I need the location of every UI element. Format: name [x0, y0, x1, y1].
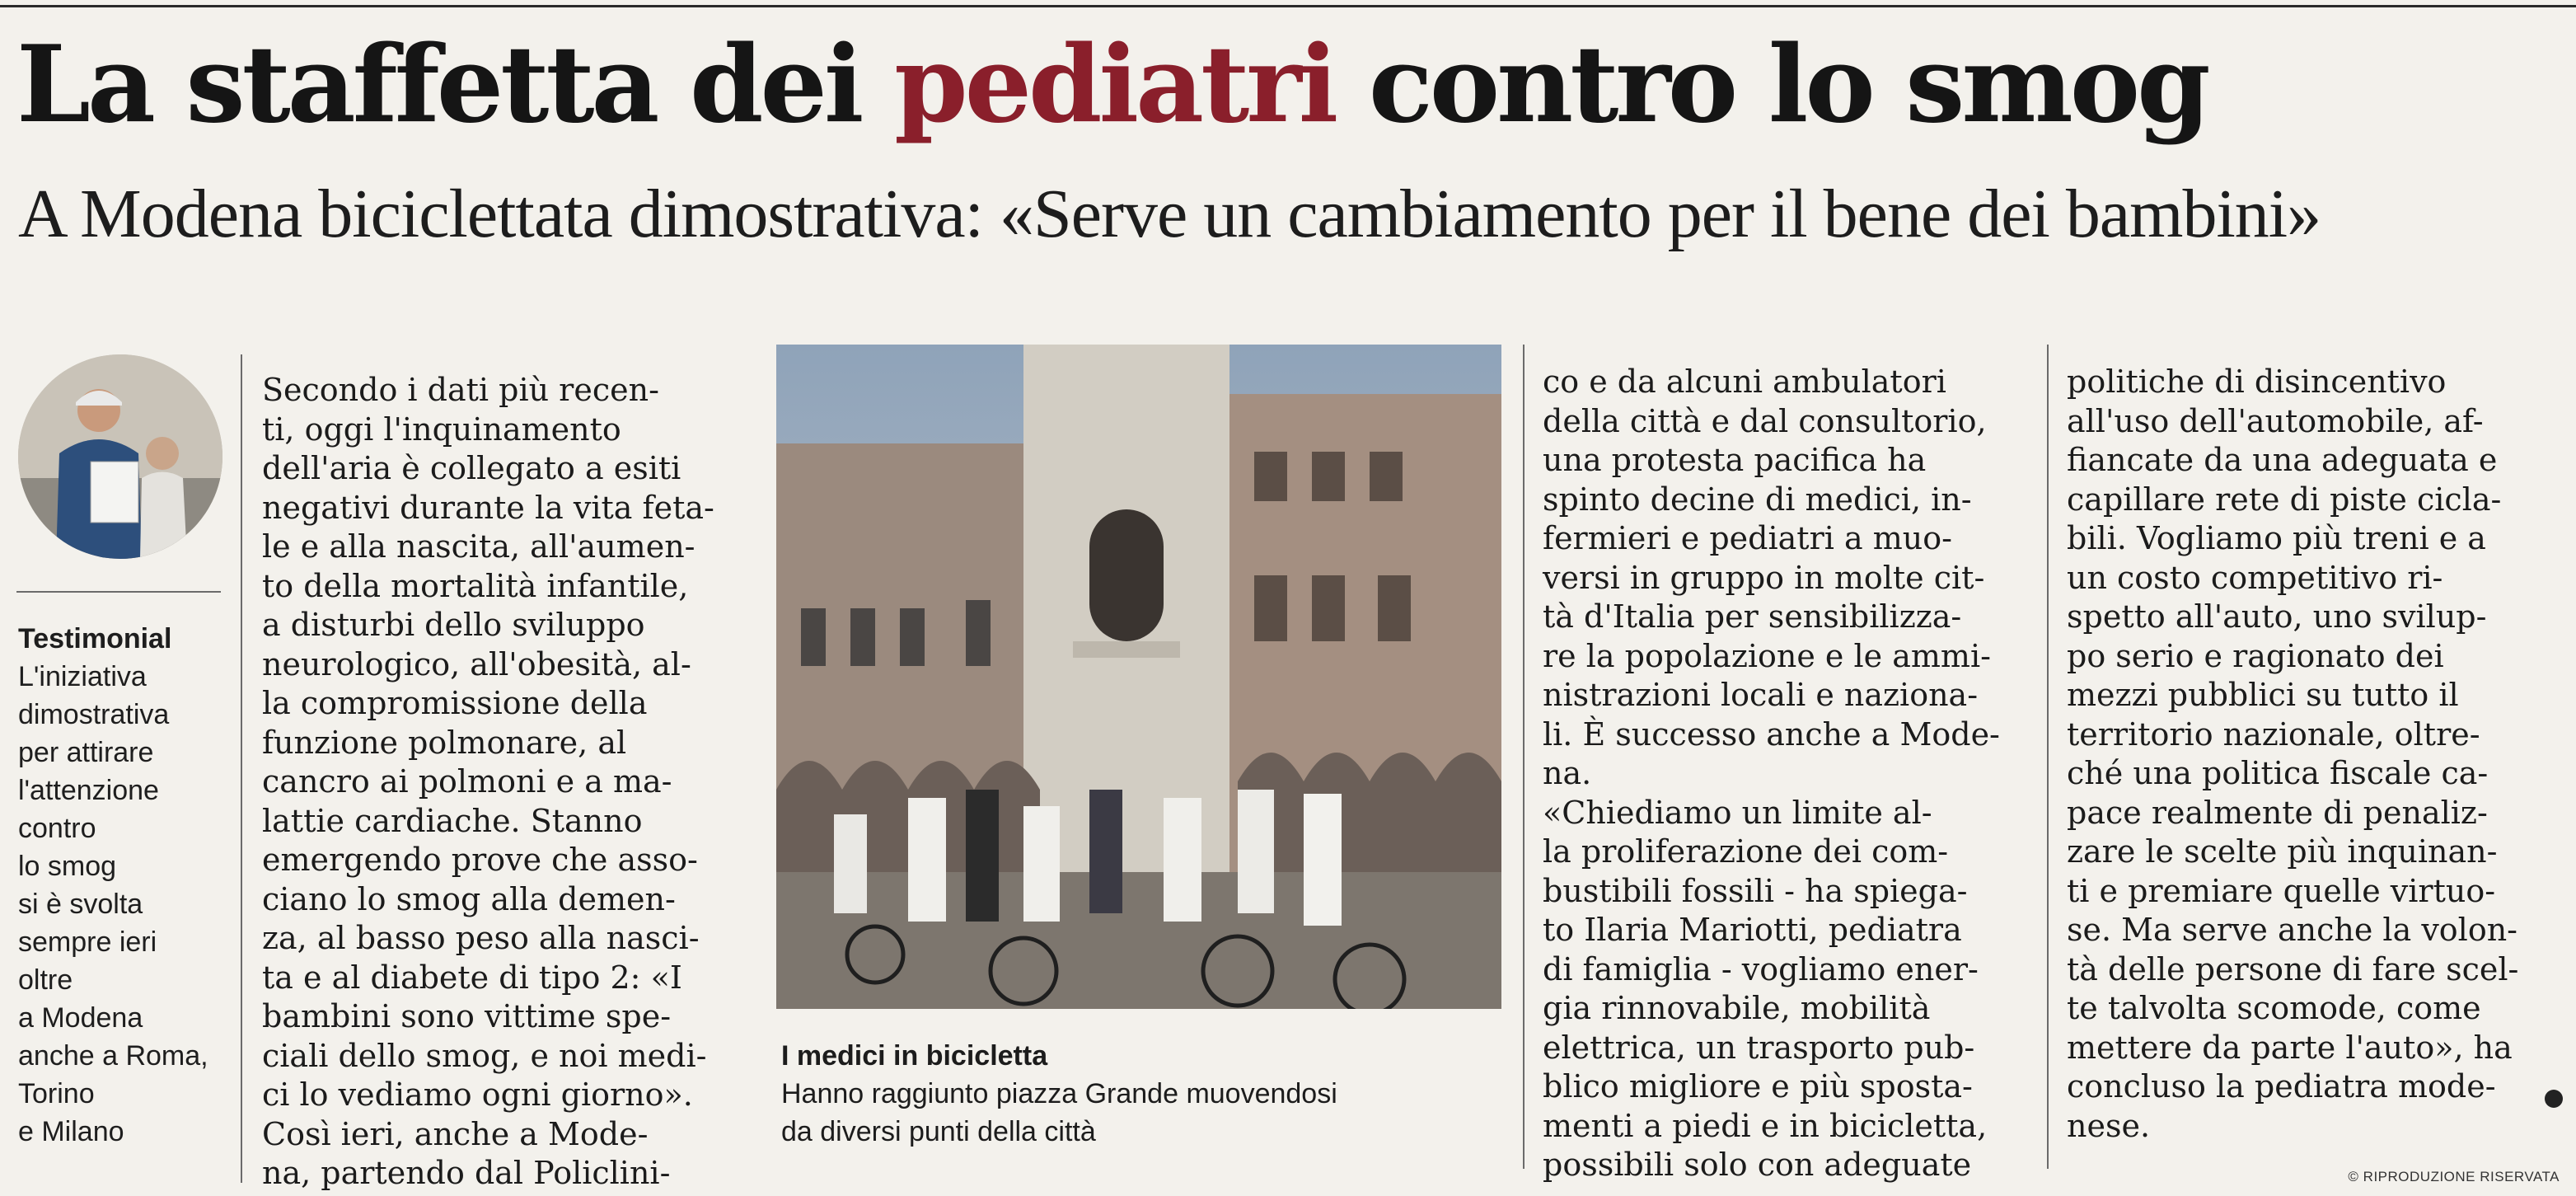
article-photo	[776, 345, 1501, 1009]
sidebar-line: oltre	[18, 964, 73, 996]
sidebar-line: Torino	[18, 1078, 95, 1109]
body-line: spetto all'auto, uno svilup-	[2067, 598, 2487, 635]
body-line: territorio nazionale, oltre-	[2067, 715, 2480, 753]
body-line: re la popolazione e le ammi-	[1543, 637, 1991, 674]
body-line: a disturbi dello sviluppo	[262, 607, 645, 643]
photo-illustration	[776, 345, 1501, 1009]
body-line: neurologico, all'obesità, al-	[262, 645, 691, 682]
body-line: tà delle persone di fare scel-	[2067, 950, 2519, 987]
body-line: «Chiediamo un limite al-	[1543, 794, 1932, 831]
sidebar-caption	[18, 620, 224, 1151]
sidebar-line: sempre ieri	[18, 926, 157, 958]
avatar-illustration	[18, 354, 222, 559]
column-rule-3	[2047, 345, 2049, 1169]
body-line: versi in gruppo in molte cit-	[1543, 559, 1985, 596]
body-line: una protesta pacifica ha	[1543, 442, 1927, 478]
sidebar-line: si è svolta	[18, 889, 143, 920]
body-line: bustibili fossili - ha spiega-	[1543, 872, 1968, 909]
body-line: ti e premiare quelle virtuo-	[2067, 872, 2496, 909]
body-line: nese.	[2067, 1107, 2151, 1144]
body-line: se. Ma serve anche la volon-	[2067, 912, 2518, 948]
body-line: ci lo vediamo ogni giorno».	[262, 1076, 693, 1113]
body-line: lattie cardiache. Stanno	[262, 802, 643, 839]
body-line: blico migliore e più sposta-	[1543, 1068, 1973, 1105]
body-line: to Ilaria Mariotti, pediatra	[1543, 912, 1962, 948]
body-line: negativi durante la vita feta-	[262, 489, 714, 526]
sidebar-line: l'attenzione	[18, 775, 159, 806]
headline-highlight: pediatri	[894, 23, 1336, 147]
sidebar-line: lo smog	[18, 851, 117, 882]
sidebar-line: dimostrativa	[18, 699, 170, 730]
body-line: fiancate da una adeguata e	[2067, 442, 2498, 478]
body-line: nistrazioni locali e naziona-	[1543, 677, 1979, 713]
body-line: na.	[1543, 755, 1592, 791]
sidebar-line: a Modena	[18, 1002, 143, 1034]
sidebar-line: anche a Roma,	[18, 1040, 208, 1072]
body-line: la compromissione della	[262, 685, 648, 721]
body-line: mezzi pubblici su tutto il	[2067, 677, 2459, 713]
sidebar-divider	[16, 591, 221, 593]
body-line: ti, oggi l'inquinamento	[262, 410, 621, 448]
article-column-2	[1543, 363, 2029, 1185]
body-line: pace realmente di penaliz-	[2067, 794, 2488, 831]
body-line: la proliferazione dei com-	[1543, 833, 1949, 870]
photo-caption	[781, 1037, 1506, 1151]
body-line: concluso la pediatra mode-	[2067, 1068, 2496, 1105]
sidebar-line: contro	[18, 813, 96, 844]
headline	[16, 23, 2571, 147]
body-line: te talvolta scomode, come	[2067, 990, 2481, 1026]
body-line: bambini sono vittime spe-	[262, 998, 672, 1034]
body-line: li. È successo anche a Mode-	[1543, 715, 2000, 753]
body-line: spinto decine di medici, in-	[1543, 481, 1972, 518]
body-line: emergendo prove che asso-	[262, 842, 698, 878]
sidebar-title: Testimonial	[18, 623, 172, 654]
body-line: cancro ai polmoni e a ma-	[262, 763, 672, 800]
photo-caption-line: Hanno raggiunto piazza Grande muovendosi	[781, 1078, 1337, 1109]
body-line: to della mortalità infantile,	[262, 567, 689, 604]
body-line: mettere da parte l'auto», ha	[2067, 1029, 2513, 1066]
body-line: ta e al diabete di tipo 2: «I	[262, 959, 682, 996]
body-line: gia rinnovabile, mobilità	[1543, 990, 1931, 1026]
article-end-mark	[2545, 1090, 2563, 1108]
copyright-credit: © RIPRODUZIONE RISERVATA	[2348, 1169, 2560, 1184]
headline-part-1: La staffetta dei	[16, 23, 895, 147]
body-line: bili. Vogliamo più treni e a	[2067, 520, 2486, 556]
body-line: Secondo i dati più recen-	[262, 372, 659, 408]
sidebar-line: e Milano	[18, 1116, 124, 1147]
body-line: capillare rete di piste cicla-	[2067, 481, 2502, 518]
body-line: un costo competitivo ri-	[2067, 559, 2443, 596]
photo-caption-title: I medici in bicicletta	[781, 1040, 1048, 1072]
body-line: ciano lo smog alla demen-	[262, 880, 676, 917]
body-line: za, al basso peso alla nasci-	[262, 920, 700, 956]
top-rule	[0, 5, 2576, 7]
body-line: di famiglia - vogliamo ener-	[1543, 950, 1979, 987]
body-line: ché una politica fiscale ca-	[2067, 755, 2489, 791]
photo-caption-line: da diversi punti della città	[781, 1116, 1096, 1147]
subheadline: A Modena biciclettata dimostrativa: «Serve un cambiamento per il bene dei bambini»	[18, 176, 2321, 252]
body-line: elettrica, un trasporto pub-	[1543, 1029, 1975, 1066]
body-line: della città e dal consultorio,	[1543, 402, 1987, 439]
body-line: dell'aria è collegato a esiti	[262, 450, 681, 486]
body-line: le e alla nascita, all'aumen-	[262, 528, 696, 565]
body-line: possibili solo con adeguate	[1543, 1147, 1972, 1183]
body-line: fermieri e pediatri a muo-	[1543, 520, 1952, 556]
article-column-3	[2067, 363, 2561, 1146]
body-line: co e da alcuni ambulatori	[1543, 363, 1946, 400]
body-line: po serio e ragionato dei	[2067, 637, 2444, 674]
sidebar-line: per attirare	[18, 737, 154, 768]
body-line: zare le scelte più inquinan-	[2067, 833, 2498, 870]
body-line: tà d'Italia per sensibilizza-	[1543, 598, 1962, 635]
sidebar-line: L'iniziativa	[18, 661, 147, 692]
body-line: Così ieri, anche a Mode-	[262, 1115, 649, 1152]
body-line: menti a piedi e in bicicletta,	[1543, 1107, 1988, 1144]
body-line: na, partendo dal Policlini-	[262, 1155, 671, 1191]
column-rule-2	[1523, 345, 1525, 1169]
testimonial-avatar	[18, 354, 222, 559]
headline-part-2: contro lo smog	[1335, 23, 2208, 147]
body-line: funzione polmonare, al	[262, 724, 627, 761]
body-line: politiche di disincentivo	[2067, 363, 2447, 400]
article-column-1	[262, 371, 756, 1194]
column-rule-1	[241, 354, 242, 1183]
body-line: all'uso dell'automobile, af-	[2067, 402, 2484, 439]
body-line: ciali dello smog, e noi medi-	[262, 1037, 707, 1074]
